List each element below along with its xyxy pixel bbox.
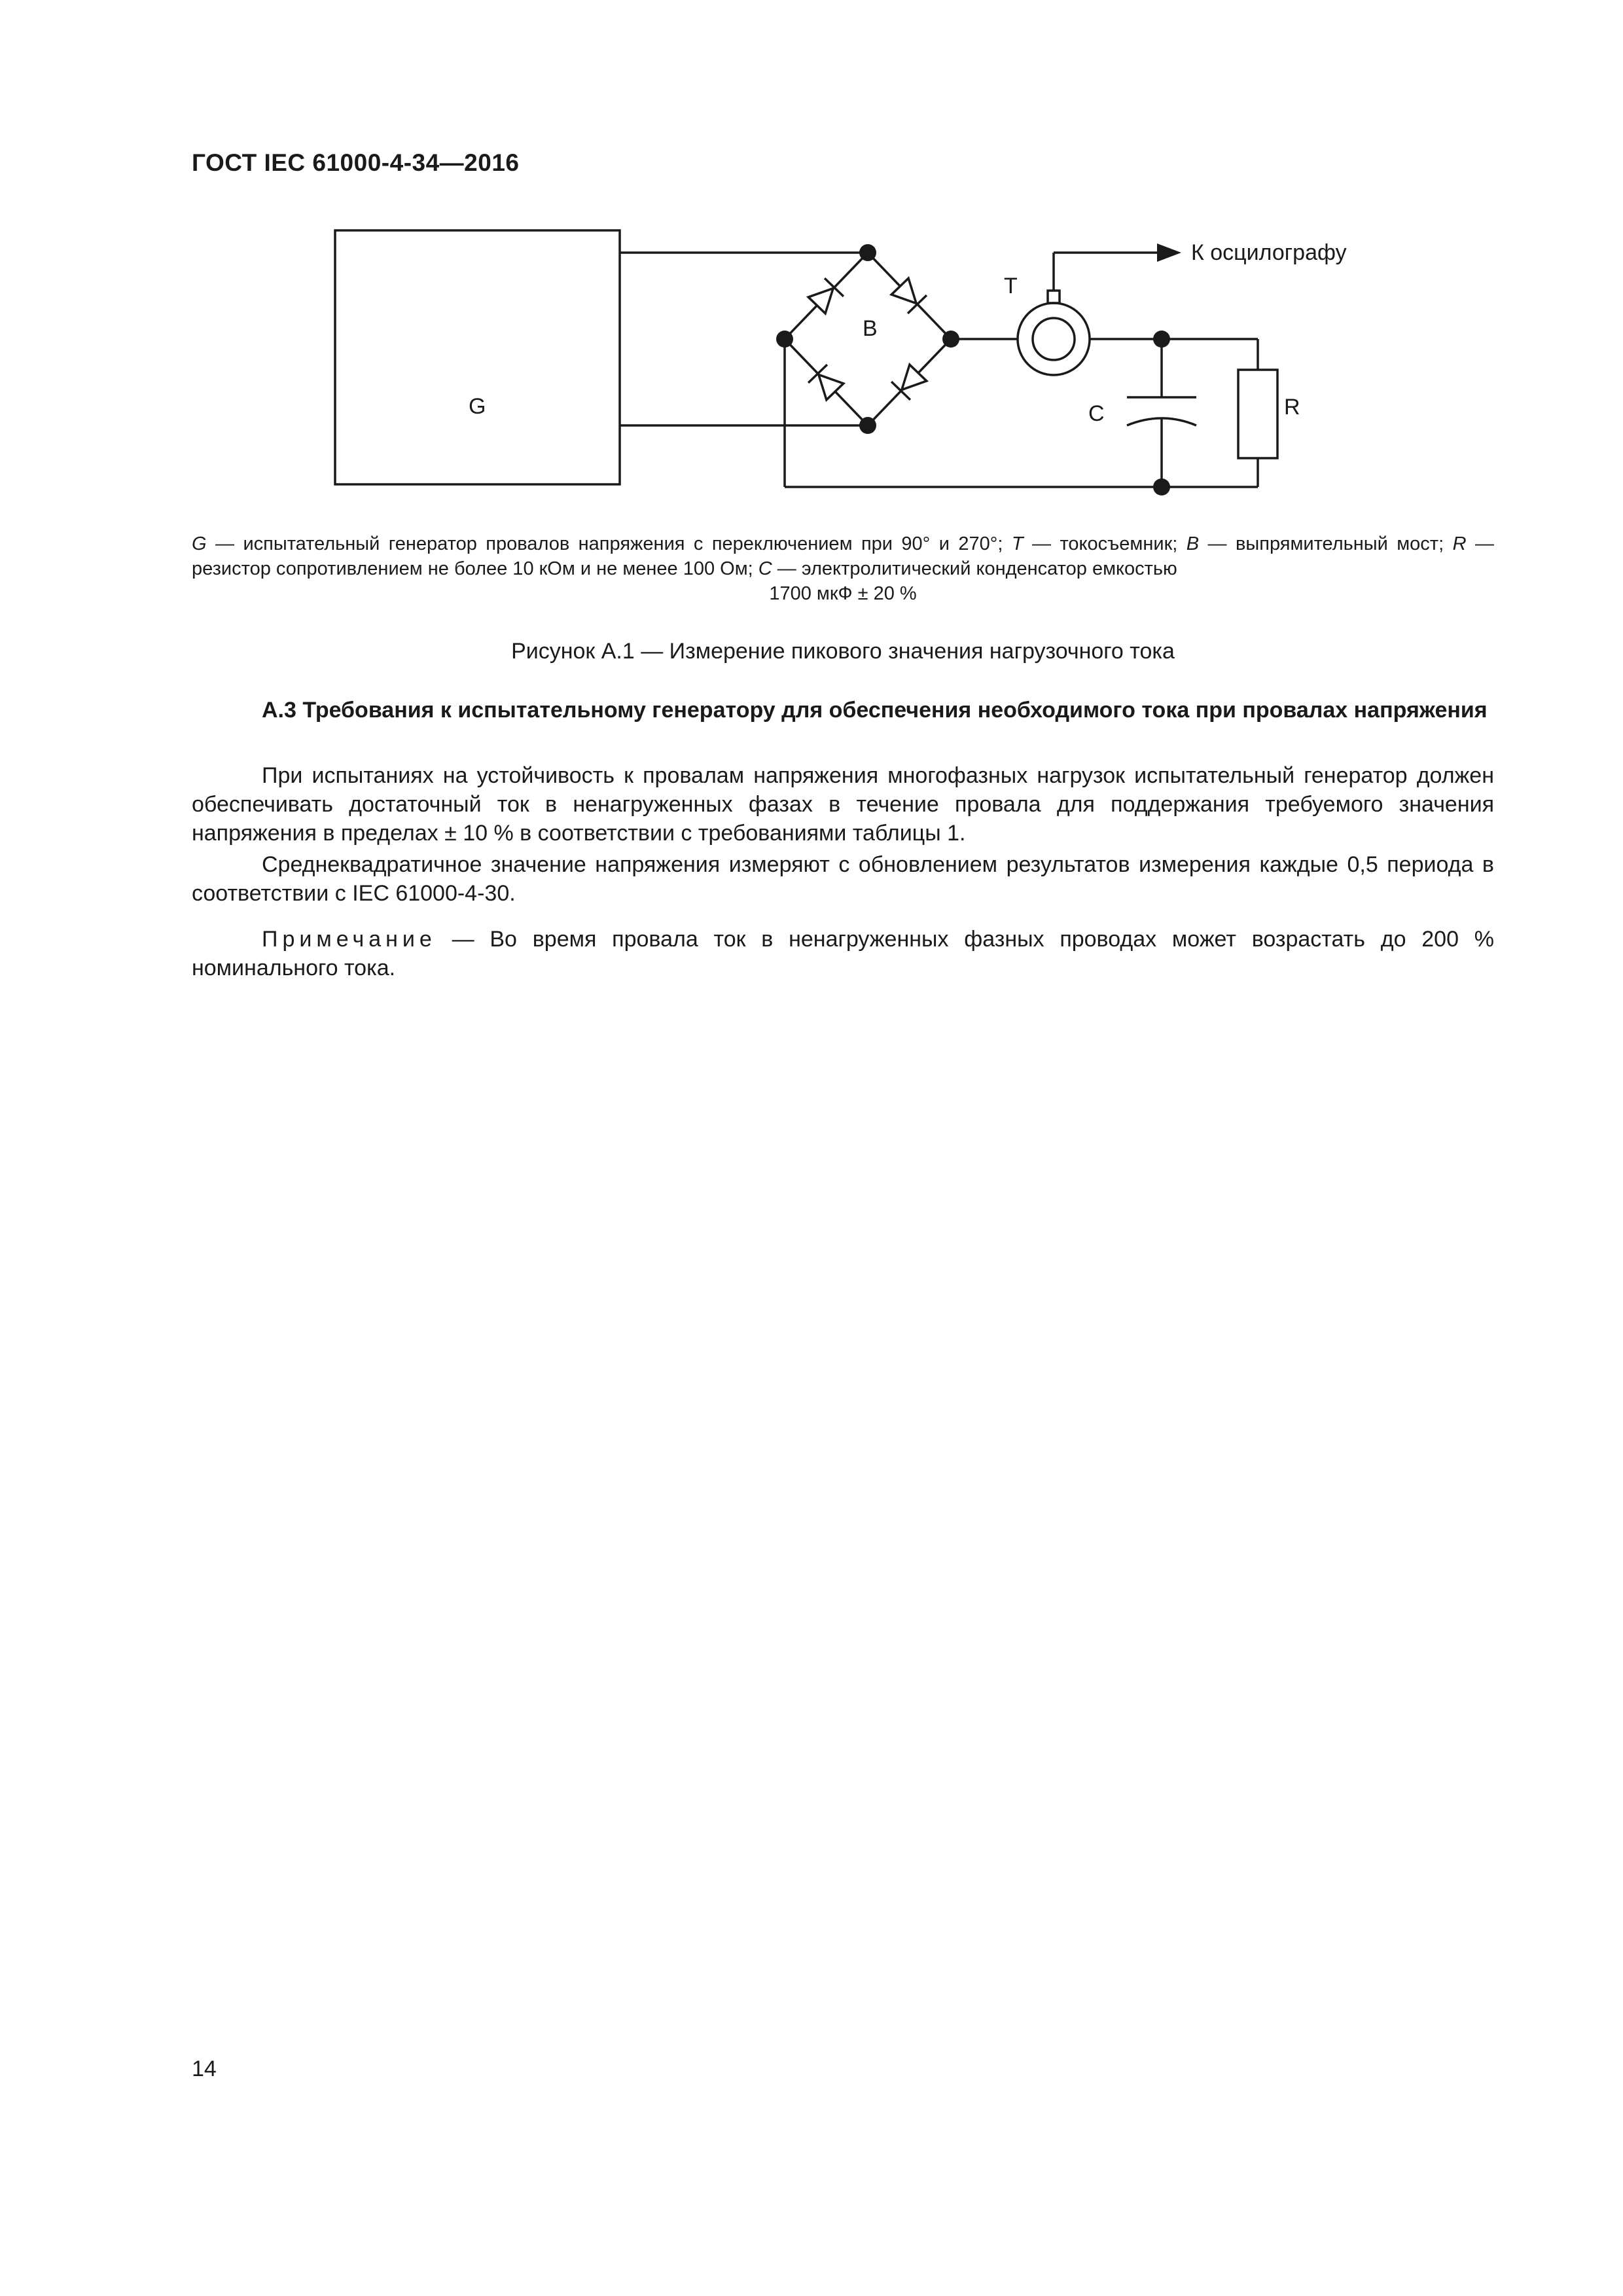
resistor-box xyxy=(1238,370,1277,458)
legend-g-symbol: G xyxy=(192,533,207,554)
legend-g-text: — испытательный генератор провалов напряжения с переключением при 90° и 270°; xyxy=(206,533,1012,554)
node-bridge-bottom xyxy=(859,417,876,434)
label-resistor: R xyxy=(1284,395,1300,420)
legend-capacitance-value: 1700 мкФ ± 20 % xyxy=(769,583,917,604)
label-oscilloscope: К осцилографу xyxy=(1191,240,1347,265)
legend-r-text: — резистор сопротивлением не более 10 кОм и не менее 100 Ом; xyxy=(192,533,1494,579)
note-text: — Во время провала ток в ненагруженных фазных проводах может возрастать до 200 % номинального тока. xyxy=(192,927,1494,980)
document-header: ГОСТ IEC 61000-4-34—2016 xyxy=(192,149,520,176)
figure-caption: Рисунок А.1 — Измерение пикового значения нагрузочного тока xyxy=(511,639,1175,664)
legend-c-text: — электролитический конденсатор емкостью xyxy=(772,558,1177,579)
legend-t-text: — токосъемник; xyxy=(1023,533,1186,554)
node-bridge-top xyxy=(859,244,876,261)
node-load-top xyxy=(1153,331,1170,348)
section-heading: А.3 Требования к испытательному генератору для обеспечения необходимого тока при провалах напряжения xyxy=(262,698,1488,723)
node-load-bottom xyxy=(1153,478,1170,495)
figure-legend xyxy=(192,531,1494,606)
label-capacitor: C xyxy=(1088,401,1105,426)
note-paragraph xyxy=(192,925,1494,982)
page-number: 14 xyxy=(192,2056,217,2081)
paragraph: При испытаниях на устойчивость к провалам напряжения многофазных нагрузок испытательный генератор должен обеспечивать достаточный ток в ненагруженных фазах в течение провала для поддержания требуемого значения напряжения в пределах ± 10 % в соответствии с требованиями таблицы 1. xyxy=(192,763,1494,846)
transformer-outer xyxy=(1018,303,1090,375)
oscilloscope-arrow-head xyxy=(1157,243,1181,262)
node-bridge-right xyxy=(942,331,959,348)
legend-b-text: — выпрямительный мост; xyxy=(1199,533,1453,554)
legend-b-symbol: B xyxy=(1186,533,1200,554)
legend-t-symbol: T xyxy=(1011,533,1024,554)
paragraph: Среднеквадратичное значение напряжения измеряют с обновлением результатов измерения каждые 0,5 периода в соответствии с IEC 61000-4-30. xyxy=(192,852,1494,906)
transformer-inner xyxy=(1033,318,1075,360)
legend-c-symbol: C xyxy=(758,558,772,579)
note-label: Примечание xyxy=(262,927,437,952)
generator-box xyxy=(335,230,620,484)
legend-r-symbol: R xyxy=(1452,533,1467,554)
circuit-diagram xyxy=(0,0,1623,524)
label-transformer: T xyxy=(1004,274,1018,298)
label-bridge: B xyxy=(863,316,878,341)
node-bridge-left xyxy=(776,331,793,348)
transformer-connector xyxy=(1048,291,1060,303)
label-generator: G xyxy=(469,394,486,419)
